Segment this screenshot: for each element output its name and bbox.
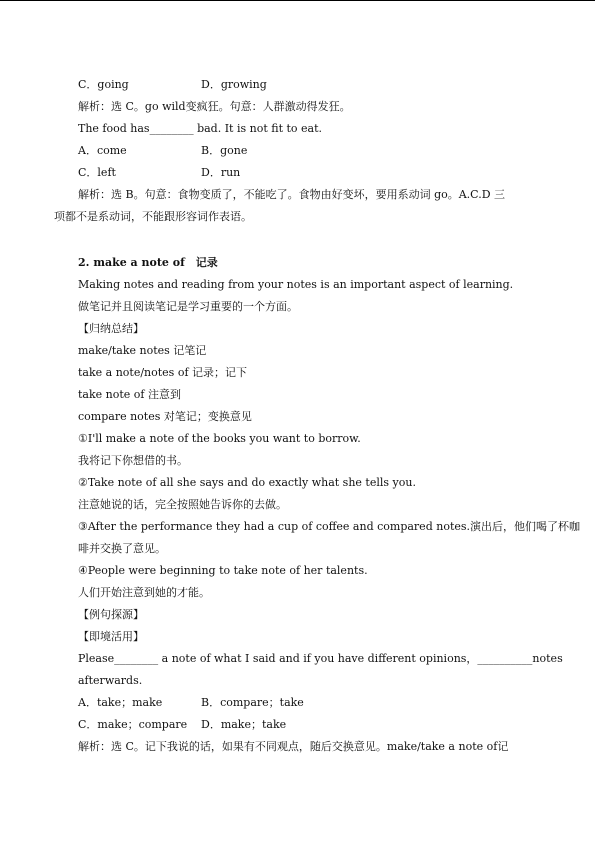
example-4-english: ④People were beginning to take note of her talents. [78,564,368,577]
phrase-item: make/take notes 记笔记 [78,344,207,357]
section-heading: 2. make a note of 记录 [78,256,218,269]
option-c: C．make；compare [78,718,188,731]
option-d: D．make；take [201,718,287,731]
analysis-text: 解析：选 C。go wild变疯狂。句意：人群激动得发狂。 [78,100,351,113]
option-row [78,714,538,736]
option-d: D．run [201,166,241,179]
example-4-chinese: 人们开始注意到她的才能。 [78,586,210,599]
practice-label: 【即境活用】 [78,630,144,643]
example-3-continued: 啡并交换了意见。 [78,542,166,555]
option-row [78,74,538,96]
phrase-item: take a note/notes of 记录；记下 [78,366,248,379]
analysis-text: 解析：选 B。句意：食物变质了，不能吃了。食物由好变坏，要用系动词 go。A.C.D 三 [78,188,506,201]
document-page [54,74,581,758]
example-2-english: ②Take note of all she says and do exactly what she tells you. [78,476,416,489]
example-1-chinese: 我将记下你想借的书。 [78,454,188,467]
example-english: Making notes and reading from your notes is an important aspect of learning. [78,278,514,291]
option-c: C．going [78,78,129,91]
option-row [78,162,538,184]
page-top-rule [0,0,595,1]
option-d: D．growing [201,78,267,91]
option-a: A．take；make [78,696,163,709]
example-1-english: ①I'll make a note of the books you want to borrow. [78,432,361,445]
practice-analysis: 解析：选 C。记下我说的话，如果有不同观点，随后交换意见。make/take a note of记 [78,740,509,753]
question-text: The food has________ bad. It is not fit to eat. [78,122,323,135]
phrase-item: take note of 注意到 [78,388,181,401]
practice-question: Please________ a note of what I said and if you have different opinions，__________notes [78,652,563,665]
option-b: B．gone [201,144,248,157]
example-chinese: 做笔记并且阅读笔记是学习重要的一个方面。 [78,300,298,313]
phrase-item: compare notes 对笔记；变换意见 [78,410,252,423]
option-c: C．left [78,166,116,179]
example-2-chinese: 注意她说的话，完全按照她告诉你的去做。 [78,498,287,511]
option-row [78,140,538,162]
practice-question-continued: afterwards. [78,674,143,687]
option-b: B．compare；take [201,696,304,709]
example-3: ③After the performance they had a cup of coffee and compared notes.演出后，他们喝了杯咖 [78,520,581,533]
summary-label: 【归纳总结】 [78,322,144,335]
option-row [78,692,538,714]
analysis-text-continued: 项都不是系动词，不能跟形容词作表语。 [54,210,252,223]
source-label: 【例句探源】 [78,608,144,621]
option-a: A．come [78,144,127,157]
